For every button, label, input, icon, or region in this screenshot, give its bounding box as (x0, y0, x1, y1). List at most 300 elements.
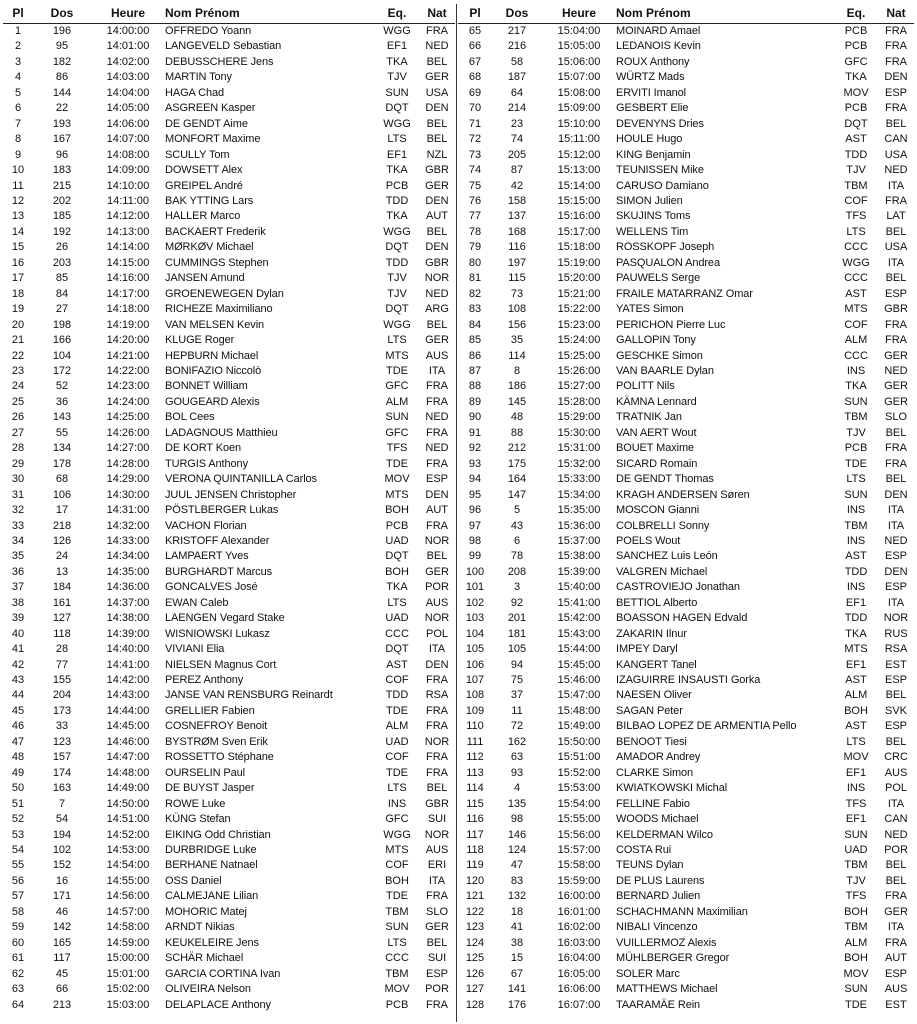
table-body-right (458, 24, 914, 1014)
cell-nom: DEBUSSCHERE Jens (165, 55, 274, 68)
cell-nat: FRA (426, 751, 448, 764)
cell-nat: BEL (885, 426, 907, 439)
cell-pl: 16 (11, 256, 25, 269)
cell-dos: 135 (507, 797, 527, 810)
table-row (458, 920, 914, 935)
cell-nat: ERI (427, 859, 447, 872)
cell-nom: COSNEFROY Benoit (165, 720, 268, 733)
col-header-pl: Pl (458, 4, 492, 24)
cell-heure: 14:23:00 (106, 380, 150, 393)
cell-nom: ZAKARIN Ilnur (616, 627, 687, 640)
cell-heure: 14:04:00 (106, 86, 150, 99)
cell-nat: GER (884, 349, 908, 362)
cell-pl: 69 (468, 86, 482, 99)
cell-heure: 16:07:00 (557, 998, 601, 1011)
cell-nom: MOHORIC Matej (165, 905, 247, 918)
cell-heure: 15:33:00 (557, 473, 601, 486)
cell-pl: 58 (11, 905, 25, 918)
cell-dos: 182 (52, 55, 72, 68)
col-header-nat: Nat (419, 4, 455, 24)
cell-pl: 110 (466, 720, 484, 733)
cell-dos: 116 (508, 241, 526, 254)
cell-pl: 10 (11, 164, 25, 177)
cell-eq: PCB (844, 442, 868, 455)
table-row (3, 627, 455, 642)
cell-nom: GONCALVES José (165, 581, 258, 594)
cell-nom: BOUET Maxime (616, 442, 695, 455)
cell-nat: FRA (426, 395, 448, 408)
cell-heure: 15:28:00 (557, 395, 601, 408)
cell-heure: 14:15:00 (106, 256, 150, 269)
cell-nat: NED (884, 828, 908, 841)
table-row (458, 673, 914, 688)
start-list-right-column (458, 4, 914, 1013)
table-row (458, 797, 914, 812)
cell-nat: FRA (426, 519, 448, 532)
table-row (3, 503, 455, 518)
table-row (3, 240, 455, 255)
cell-nat: FRA (885, 457, 907, 470)
cell-pl: 31 (11, 488, 25, 501)
cell-nom: MÜHLBERGER Gregor (616, 952, 730, 965)
cell-nat: CAN (884, 813, 908, 826)
table-row (458, 117, 914, 132)
cell-nom: NIBALI Vincenzo (616, 921, 698, 934)
cell-dos: 144 (52, 86, 72, 99)
cell-heure: 14:22:00 (106, 364, 150, 377)
cell-heure: 15:56:00 (557, 828, 601, 841)
cell-nat: NOR (424, 735, 450, 748)
cell-dos: 163 (52, 782, 72, 795)
cell-eq: AST (845, 133, 867, 146)
table-row (458, 889, 914, 904)
cell-nat: NZL (426, 148, 448, 161)
cell-nom: VAN AERT Wout (616, 426, 697, 439)
cell-nat: NOR (424, 828, 450, 841)
cell-eq: TDD (844, 612, 868, 625)
cell-heure: 14:24:00 (106, 395, 150, 408)
cell-dos: 78 (510, 550, 524, 563)
cell-eq: MTS (385, 349, 409, 362)
table-row (458, 627, 914, 642)
cell-dos: 98 (510, 813, 524, 826)
cell-nom: BERHANE Natnael (165, 859, 258, 872)
cell-eq: WGG (842, 256, 870, 269)
cell-eq: LTS (387, 133, 407, 146)
cell-eq: SUN (385, 86, 409, 99)
cell-pl: 91 (468, 426, 482, 439)
cell-pl: 17 (11, 272, 25, 285)
cell-nom: HALLER Marco (165, 210, 241, 223)
cell-pl: 74 (468, 164, 482, 177)
table-row (458, 719, 914, 734)
cell-nom: KANGERT Tanel (616, 658, 697, 671)
cell-heure: 15:52:00 (557, 766, 601, 779)
cell-nom: OFFREDO Yoann (165, 25, 252, 37)
cell-dos: 175 (507, 457, 527, 470)
cell-dos: 18 (510, 905, 524, 918)
table-row (458, 426, 914, 441)
table-row (3, 457, 455, 472)
cell-dos: 143 (52, 411, 72, 424)
cell-pl: 59 (11, 921, 25, 934)
cell-dos: 212 (507, 442, 527, 455)
cell-heure: 15:58:00 (557, 859, 601, 872)
cell-heure: 15:37:00 (557, 534, 601, 547)
cell-pl: 32 (11, 504, 25, 517)
cell-dos: 48 (510, 411, 524, 424)
col-header-nom: Nom Prénom (616, 4, 834, 24)
cell-dos: 67 (510, 967, 524, 980)
cell-dos: 77 (55, 658, 69, 671)
cell-eq: AST (845, 720, 867, 733)
cell-nat: EST (885, 998, 907, 1011)
cell-heure: 15:20:00 (557, 272, 601, 285)
cell-nat: FRA (885, 55, 907, 68)
cell-dos: 93 (510, 766, 524, 779)
table-row (458, 333, 914, 348)
cell-dos: 55 (55, 426, 69, 439)
cell-nom: ROSSKOPF Joseph (616, 241, 715, 254)
cell-eq: TDD (844, 565, 868, 578)
cell-heure: 14:17:00 (106, 287, 150, 300)
cell-eq: TJV (387, 272, 407, 285)
cell-eq: INS (387, 797, 407, 810)
table-row (3, 364, 455, 379)
cell-nom: EIKING Odd Christian (165, 828, 271, 841)
cell-heure: 14:06:00 (106, 117, 150, 130)
cell-eq: LTS (387, 334, 407, 347)
cell-heure: 15:50:00 (557, 735, 601, 748)
table-row (3, 750, 455, 765)
cell-pl: 48 (11, 751, 25, 764)
cell-dos: 205 (507, 148, 527, 161)
table-row (3, 735, 455, 750)
cell-eq: TDE (386, 766, 408, 779)
table-row (3, 148, 455, 163)
cell-eq: LTS (387, 936, 407, 949)
cell-eq: TKA (386, 581, 408, 594)
table-row (3, 441, 455, 456)
cell-heure: 15:25:00 (557, 349, 601, 362)
table-row (458, 256, 914, 271)
cell-nat: NED (425, 411, 449, 424)
cell-dos: 197 (507, 256, 527, 269)
cell-dos: 186 (507, 380, 527, 393)
cell-nat: BEL (426, 133, 448, 146)
cell-nat: GBR (425, 164, 449, 177)
table-row (458, 287, 914, 302)
cell-dos: 104 (52, 349, 72, 362)
cell-pl: 87 (468, 364, 482, 377)
cell-heure: 15:48:00 (557, 704, 601, 717)
cell-nat: FRA (885, 936, 907, 949)
cell-pl: 36 (11, 565, 25, 578)
cell-eq: TDE (845, 457, 867, 470)
cell-dos: 161 (52, 596, 72, 609)
cell-nat: AUS (425, 844, 449, 857)
cell-dos: 87 (510, 164, 524, 177)
table-row (458, 951, 914, 966)
cell-dos: 33 (55, 720, 69, 733)
cell-pl: 1 (14, 25, 22, 37)
cell-heure: 15:49:00 (557, 720, 601, 733)
cell-nat: ITA (887, 797, 905, 810)
cell-nom: OLIVEIRA Nelson (165, 983, 251, 996)
table-row (458, 828, 914, 843)
cell-eq: GFC (385, 380, 409, 393)
cell-dos: 84 (55, 287, 69, 300)
cell-nom: CLARKE Simon (616, 766, 694, 779)
cell-nom: BACKAERT Frederik (165, 225, 266, 238)
cell-nat: SUI (427, 952, 447, 965)
cell-dos: 176 (507, 998, 527, 1011)
table-row (3, 580, 455, 595)
cell-nom: KEUKELEIRE Jens (165, 936, 259, 949)
cell-eq: TDE (386, 890, 408, 903)
cell-nom: GOUGEARD Alexis (165, 395, 260, 408)
cell-nat: FRA (885, 442, 907, 455)
cell-eq: WGG (383, 828, 411, 841)
cell-pl: 86 (468, 349, 482, 362)
cell-nat: NED (884, 164, 908, 177)
table-row (458, 704, 914, 719)
cell-eq: BOH (844, 952, 868, 965)
cell-heure: 15:16:00 (557, 210, 601, 223)
cell-dos: 216 (507, 40, 527, 53)
cell-heure: 15:34:00 (557, 488, 601, 501)
cell-dos: 168 (507, 225, 527, 238)
cell-nom: OSS Daniel (165, 874, 222, 887)
cell-heure: 14:01:00 (106, 40, 150, 53)
cell-nat: AUS (425, 596, 449, 609)
cell-eq: WGG (383, 225, 411, 238)
cell-pl: 55 (11, 859, 25, 872)
cell-nom: BYSTRØM Sven Erik (165, 735, 268, 748)
cell-pl: 83 (468, 303, 482, 316)
cell-nat: NED (884, 364, 908, 377)
cell-dos: 215 (52, 179, 72, 192)
cell-nat: ITA (887, 596, 905, 609)
cell-eq: TFS (386, 442, 408, 455)
cell-heure: 16:06:00 (557, 983, 601, 996)
cell-nom: CARUSO Damiano (616, 179, 709, 192)
cell-dos: 127 (52, 612, 72, 625)
cell-eq: PCB (385, 519, 409, 532)
table-row (3, 843, 455, 858)
cell-heure: 16:02:00 (557, 921, 601, 934)
cell-nom: TEUNS Dylan (616, 859, 684, 872)
cell-dos: 58 (510, 55, 524, 68)
col-header-eq: Eq. (834, 4, 878, 24)
table-row (458, 858, 914, 873)
cell-nom: GARCIA CORTINA Ivan (165, 967, 281, 980)
cell-heure: 15:51:00 (557, 751, 601, 764)
table-row (458, 240, 914, 255)
cell-nat: BEL (885, 859, 907, 872)
cell-heure: 14:02:00 (106, 55, 150, 68)
cell-eq: MTS (844, 303, 868, 316)
table-row (3, 194, 455, 209)
table-row (3, 39, 455, 54)
cell-nat: GBR (425, 256, 449, 269)
cell-pl: 117 (466, 828, 484, 841)
cell-dos: 194 (52, 828, 72, 841)
table-row (3, 534, 455, 549)
cell-nom: BENOOT Tiesi (616, 735, 687, 748)
cell-eq: ALM (844, 334, 868, 347)
cell-nom: OURSELIN Paul (165, 766, 246, 779)
cell-heure: 14:38:00 (106, 612, 150, 625)
cell-dos: 73 (510, 287, 524, 300)
cell-nat: ESP (884, 720, 907, 733)
cell-heure: 14:21:00 (106, 349, 150, 362)
cell-nom: PERICHON Pierre Luc (616, 318, 726, 331)
cell-nat: FRA (885, 334, 907, 347)
cell-heure: 15:40:00 (557, 581, 601, 594)
cell-eq: GFC (385, 426, 409, 439)
cell-nat: USA (884, 241, 908, 254)
cell-pl: 7 (14, 117, 22, 130)
cell-nat: DEN (425, 194, 449, 207)
cell-nom: KÜNG Stefan (165, 813, 231, 826)
cell-eq: ALM (385, 720, 409, 733)
cell-heure: 14:46:00 (106, 735, 150, 748)
cell-eq: CCC (385, 627, 409, 640)
cell-pl: 82 (468, 287, 482, 300)
start-list-table-right (458, 4, 914, 1013)
cell-dos: 64 (510, 86, 524, 99)
table-row (458, 441, 914, 456)
cell-pl: 80 (468, 256, 482, 269)
cell-heure: 14:44:00 (106, 704, 150, 717)
table-row (458, 318, 914, 333)
cell-pl: 120 (465, 874, 485, 887)
col-header-nat: Nat (878, 4, 914, 24)
cell-pl: 84 (468, 318, 482, 331)
cell-nat: GER (884, 395, 908, 408)
cell-pl: 93 (468, 457, 482, 470)
table-row (458, 549, 914, 564)
cell-heure: 14:10:00 (106, 179, 150, 192)
cell-pl: 56 (11, 874, 25, 887)
cell-dos: 184 (52, 581, 72, 594)
cell-heure: 14:52:00 (106, 828, 150, 841)
cell-eq: EF1 (845, 813, 867, 826)
cell-eq: TDE (845, 998, 867, 1011)
cell-heure: 14:35:00 (106, 565, 150, 578)
cell-dos: 192 (52, 225, 72, 238)
cell-nom: GESBERT Elie (616, 102, 689, 115)
cell-dos: 15 (510, 952, 524, 965)
cell-eq: COF (385, 751, 409, 764)
cell-eq: PCB (385, 998, 409, 1011)
cell-nom: LAENGEN Vegard Stake (165, 612, 285, 625)
table-body-left (3, 24, 455, 1014)
table-row (3, 117, 455, 132)
cell-nom: ARNDT Nikias (165, 921, 235, 934)
col-header-nom: Nom Prénom (165, 4, 375, 24)
table-row (3, 951, 455, 966)
cell-nom: BETTIOL Alberto (616, 596, 698, 609)
cell-nat: ESP (425, 967, 448, 980)
cell-nom: SCHACHMANN Maximilian (616, 905, 748, 918)
table-row (458, 982, 914, 997)
cell-pl: 25 (11, 395, 25, 408)
cell-nom: SICARD Romain (616, 457, 698, 470)
cell-nat: FRA (426, 25, 448, 37)
cell-nom: WOODS Michael (616, 813, 699, 826)
cell-eq: TKA (386, 164, 408, 177)
table-row (458, 39, 914, 54)
cell-dos: 96 (55, 148, 69, 161)
cell-pl: 115 (466, 797, 484, 810)
table-row (3, 225, 455, 240)
cell-heure: 15:32:00 (557, 457, 601, 470)
cell-heure: 14:39:00 (106, 627, 150, 640)
table-row (3, 704, 455, 719)
cell-nom: BAK YTTING Lars (165, 194, 254, 207)
cell-nom: HEPBURN Michael (165, 349, 259, 362)
cell-nat: USA (425, 86, 449, 99)
cell-eq: ALM (385, 395, 409, 408)
cell-dos: 217 (507, 25, 527, 37)
cell-pl: 14 (11, 225, 25, 238)
cell-pl: 61 (11, 952, 25, 965)
cell-heure: 15:38:00 (557, 550, 601, 563)
cell-pl: 15 (11, 241, 25, 254)
cell-nat: FRA (885, 25, 907, 37)
cell-nat: ESP (884, 674, 907, 687)
cell-heure: 14:11:00 (106, 194, 149, 207)
cell-nat: FRA (885, 890, 907, 903)
cell-nom: SOLER Marc (616, 967, 680, 980)
cell-nat: NOR (424, 534, 450, 547)
cell-dos: 17 (55, 504, 69, 517)
table-row (458, 349, 914, 364)
cell-nom: BOL Cees (165, 411, 215, 424)
cell-eq: TKA (845, 71, 867, 84)
table-row (3, 828, 455, 843)
cell-nom: DOWSETT Alex (165, 164, 243, 177)
table-row (3, 905, 455, 920)
cell-heure: 14:53:00 (106, 844, 150, 857)
cell-nom: KÄMNA Lennard (616, 395, 697, 408)
cell-eq: TBM (844, 179, 868, 192)
table-row (458, 998, 914, 1013)
cell-pl: 98 (468, 534, 482, 547)
cell-nom: DELAPLACE Anthony (165, 998, 271, 1011)
cell-pl: 123 (465, 921, 485, 934)
cell-pl: 119 (466, 859, 484, 872)
table-row (3, 967, 455, 982)
cell-eq: LTS (846, 225, 866, 238)
cell-dos: 37 (510, 689, 524, 702)
cell-dos: 204 (52, 689, 72, 702)
table-row (458, 812, 914, 827)
cell-eq: MOV (843, 967, 869, 980)
cell-pl: 114 (466, 782, 484, 795)
cell-eq: TDE (386, 704, 408, 717)
table-row (3, 920, 455, 935)
cell-nat: FRA (426, 890, 448, 903)
cell-eq: DQT (385, 643, 409, 656)
cell-pl: 42 (11, 658, 25, 671)
cell-nat: DEN (884, 488, 908, 501)
cell-dos: 83 (510, 874, 524, 887)
cell-dos: 36 (55, 395, 69, 408)
table-row (3, 302, 455, 317)
